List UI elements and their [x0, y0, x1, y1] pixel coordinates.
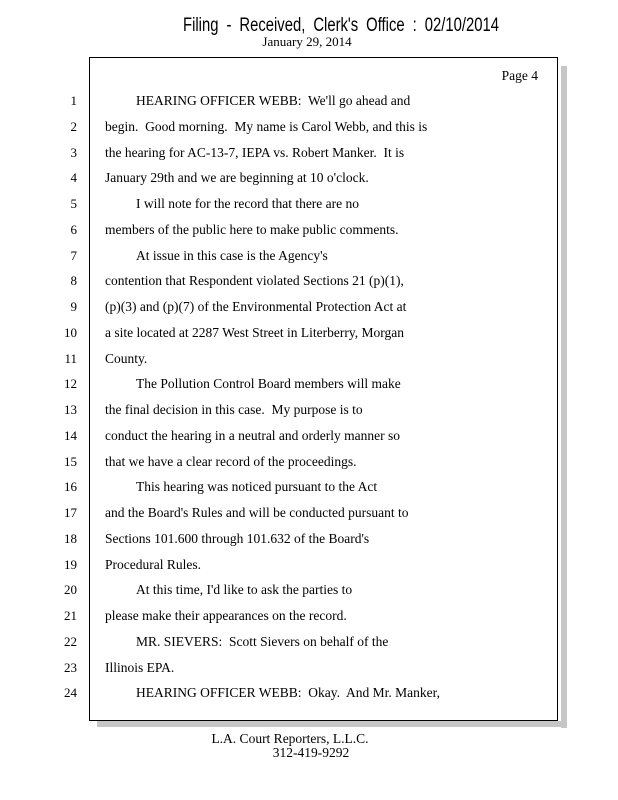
- transcript-line: [0, 428, 556, 448]
- line-text: contention that Respondent violated Sections 21 (p)(1),: [105, 273, 404, 289]
- line-text: MR. SIEVERS: Scott Sievers on behalf of the: [136, 633, 389, 649]
- line-text: the hearing for AC-13-7, IEPA vs. Robert Manker. It is: [105, 144, 405, 160]
- line-number: 19: [64, 556, 77, 572]
- transcript-line: [0, 351, 556, 371]
- line-number: 17: [64, 505, 77, 520]
- line-number: 1: [70, 93, 77, 108]
- line-text: Sections 101.600 through 101.632 of the Board's: [105, 530, 370, 546]
- line-number: 16: [64, 479, 77, 495]
- transcript-line: [0, 196, 556, 216]
- page-number: Page 4: [501, 68, 538, 83]
- transcript-line: [0, 299, 556, 319]
- line-text: begin. Good morning. My name is Carol Webb, and this is: [105, 118, 428, 134]
- line-number: 11: [64, 350, 77, 366]
- line-number: 8: [70, 273, 77, 289]
- line-text: HEARING OFFICER WEBB: Okay. And Mr. Manker,: [136, 685, 440, 701]
- transcript-line: [0, 376, 556, 396]
- transcript-line: [0, 170, 556, 190]
- line-number: 9: [70, 299, 77, 314]
- line-number: 4: [70, 170, 77, 186]
- line-number: 7: [70, 247, 77, 263]
- line-text: members of the public here to make public comments.: [105, 221, 399, 237]
- line-number: 13: [64, 402, 77, 417]
- line-number: 20: [64, 582, 77, 598]
- transcript-line: [0, 634, 556, 654]
- transcript-line: [0, 608, 556, 628]
- transcript-line: [0, 479, 556, 499]
- hearing-date: January 29, 2014: [262, 34, 352, 49]
- line-number: 12: [64, 376, 77, 392]
- line-text: I will note for the record that there are no: [136, 196, 360, 211]
- line-number: 3: [70, 144, 77, 160]
- transcript-line: [0, 531, 556, 551]
- line-number: 18: [64, 530, 77, 546]
- line-text: At this time, I'd like to ask the parties to: [136, 582, 353, 598]
- line-number: 10: [64, 324, 77, 340]
- line-text: HEARING OFFICER WEBB: We'll go ahead and: [136, 93, 411, 108]
- line-text: conduct the hearing in a neutral and orderly manner so: [105, 427, 401, 443]
- line-number: 6: [70, 221, 77, 237]
- reporter-phone: 312-419-9292: [272, 745, 350, 760]
- transcript-line: [0, 119, 556, 139]
- transcript-line: [0, 660, 556, 680]
- line-number: 22: [64, 633, 77, 649]
- reporter-company: L.A. Court Reporters, L.L.C.: [211, 731, 369, 746]
- line-number: 23: [64, 659, 77, 675]
- transcript-line: [0, 273, 556, 293]
- line-text: a site located at 2287 West Street in Literberry, Morgan: [105, 324, 404, 340]
- line-text: At issue in this case is the Agency's: [136, 247, 328, 263]
- transcript-line: [0, 325, 556, 345]
- line-number: 5: [70, 196, 77, 211]
- filing-stamp: Filing - Received, Clerk's Office : 02/10/2014: [183, 15, 499, 36]
- line-number: 21: [64, 608, 77, 623]
- transcript-line: [0, 222, 556, 242]
- line-text: Procedural Rules.: [105, 556, 201, 572]
- line-text: The Pollution Control Board members will make: [136, 376, 401, 392]
- line-text: (p)(3) and (p)(7) of the Environmental Protection Act at: [105, 299, 407, 314]
- transcript-line: [0, 685, 556, 705]
- line-number: 2: [70, 118, 77, 134]
- transcript-line: [0, 454, 556, 474]
- line-text: County.: [105, 350, 148, 366]
- transcript-line: [0, 93, 556, 113]
- line-text: and the Board's Rules and will be conducted pursuant to: [105, 505, 409, 520]
- line-text: please make their appearances on the record.: [105, 608, 347, 623]
- transcript-line: [0, 145, 556, 165]
- transcript-line: [0, 557, 556, 577]
- line-text: This hearing was noticed pursuant to the Act: [136, 479, 378, 495]
- transcript-line: [0, 505, 556, 525]
- line-text: that we have a clear record of the proceedings.: [105, 453, 357, 469]
- transcript-line: [0, 402, 556, 422]
- line-text: Illinois EPA.: [105, 659, 175, 675]
- line-number: 24: [64, 685, 77, 701]
- line-number: 14: [64, 427, 77, 443]
- transcript-line: [0, 582, 556, 602]
- transcript-line: [0, 248, 556, 268]
- line-text: January 29th and we are beginning at 10 o'clock.: [105, 170, 369, 186]
- line-text: the final decision in this case. My purpose is to: [105, 402, 363, 417]
- line-number: 15: [64, 453, 77, 469]
